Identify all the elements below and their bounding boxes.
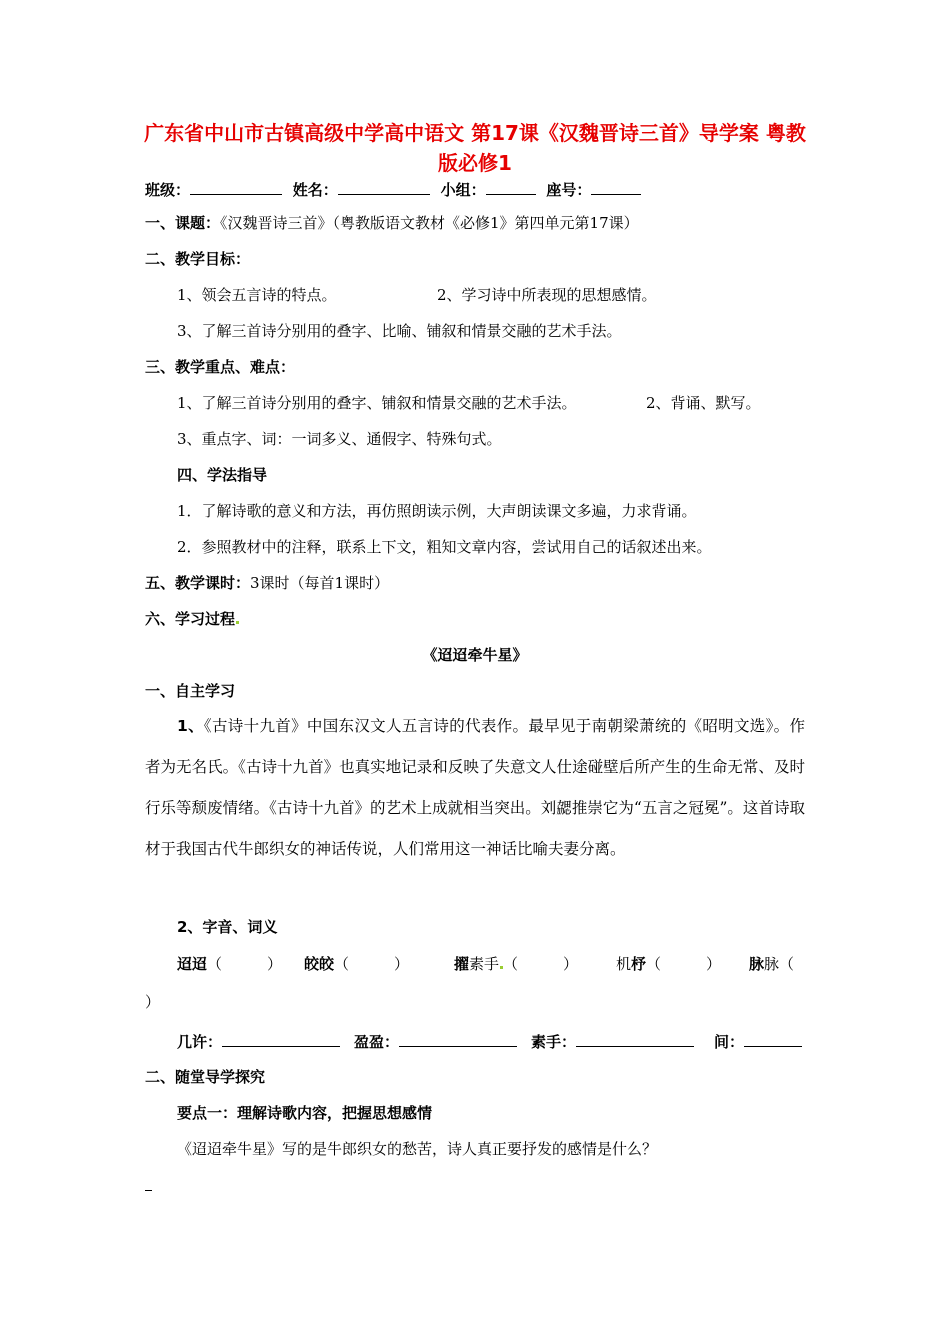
- answer-line: [399, 1031, 517, 1047]
- class-blank: [190, 179, 282, 195]
- question-text: 《迢迢牵牛星》写的是牛郎织女的愁苦，诗人真正要抒发的感情是什么？: [177, 1140, 658, 1158]
- dot-mark: [236, 621, 239, 624]
- name-label: 姓名：: [292, 181, 338, 199]
- meaning-item: [354, 1031, 517, 1052]
- word: 擢: [454, 955, 470, 973]
- pronunciation-item: [616, 953, 721, 974]
- poem-title: 《迢迢牵牛星》: [422, 646, 528, 664]
- word: 素手: [469, 955, 500, 973]
- word: 皎皎: [304, 955, 335, 973]
- objective-item: 3、了解三首诗分别用的叠字、比喻、铺叙和情景交融的艺术手法。: [177, 322, 622, 340]
- section-heading: 五、教学课时：: [145, 574, 251, 592]
- section-hours: [145, 573, 389, 593]
- answer-blank: （ ）: [334, 955, 410, 973]
- document-title: 广东省中山市古镇高级中学高中语文 第17课《汉魏晋诗三首》导学案 粤教版必修1: [144, 121, 806, 175]
- section-heading: 六、学习过程: [145, 610, 236, 628]
- group-label: 小组：: [440, 181, 486, 199]
- answer-blank: （ ）: [207, 955, 283, 973]
- section-heading: 二、随堂导学探究: [145, 1068, 266, 1086]
- section-heading: 一、课题：: [145, 214, 221, 232]
- section-heading: 三、教学重点、难点：: [145, 358, 296, 376]
- answer-line: [145, 1190, 152, 1191]
- pronunciation-item: [177, 953, 282, 974]
- paragraph-number: 1、: [177, 717, 204, 735]
- word: 迢迢: [177, 955, 208, 973]
- keypoint-item: 2、背诵、默写。: [646, 394, 761, 412]
- keypoint-item: 3、重点字、词：一词多义、通假字、特殊句式。: [177, 430, 502, 448]
- pronunciation-item: [454, 953, 578, 974]
- section-heading: 四、学法指导: [177, 466, 268, 484]
- keypoint-item: 1、了解三首诗分别用的叠字、铺叙和情景交融的艺术手法。: [177, 394, 577, 412]
- section-heading: 二、教学目标：: [145, 250, 251, 268]
- section-text: 《汉魏晋诗三首》（粤教版语文教材《必修1》第四单元第17课）: [220, 214, 639, 232]
- section-topic: [145, 213, 639, 233]
- student-info-line: [145, 179, 641, 200]
- word: 脉: [764, 955, 780, 973]
- closing-paren: ）: [145, 993, 161, 1011]
- objective-item: 1、领会五言诗的特点。: [177, 286, 337, 304]
- group-blank: [486, 179, 536, 195]
- answer-line: [576, 1031, 694, 1047]
- paragraph-text: 《古诗十九首》中国东汉文人五言诗的代表作。最早见于南朝梁萧统的《昭明文选》。作者为无名氏。《古诗十九首》也真实地记录和反映了失意文人仕途碰壁后所产生的生命无常、及时行乐等颓废情绪。《古诗十九首》的艺术上成就相当突出。刘勰推崇它为“五言之冠冕”。这首诗取材于我国古代牛郎织女的神话传说，人们常用这一神话比喻夫妻分离。: [145, 717, 805, 858]
- section-process: [145, 609, 239, 629]
- meaning-item: [714, 1031, 802, 1052]
- section-heading: 一、自主学习: [145, 682, 236, 700]
- section-heading: 2、字音、词义: [177, 918, 278, 936]
- seat-label: 座号：: [546, 181, 592, 199]
- method-item: 1．了解诗歌的意义和方法，再仿照朗读示例，大声朗读课文多遍，力求背诵。: [177, 502, 697, 520]
- intro-paragraph: [145, 706, 805, 870]
- word: 机: [616, 955, 632, 973]
- answer-line: [744, 1031, 802, 1047]
- meaning-item: [177, 1031, 340, 1052]
- word: 脉: [749, 955, 765, 973]
- word: 素手：: [531, 1033, 577, 1051]
- meaning-item: [531, 1031, 694, 1052]
- word: 间：: [714, 1033, 745, 1051]
- objective-item: 2、学习诗中所表现的思想感情。: [437, 286, 657, 304]
- pronunciation-item: [749, 953, 794, 974]
- key-point-heading: 要点一：理解诗歌内容，把握思想感情: [177, 1104, 433, 1122]
- seat-blank: [591, 179, 641, 195]
- word: 几许：: [177, 1033, 223, 1051]
- pronunciation-item: [304, 953, 409, 974]
- answer-blank: （ ）: [503, 955, 579, 973]
- word: 盈盈：: [354, 1033, 400, 1051]
- method-item: 2．参照教材中的注释，联系上下文，粗知文章内容，尝试用自己的话叙述出来。: [177, 538, 712, 556]
- section-text: 3课时（每首1课时）: [250, 574, 390, 592]
- name-blank: [338, 179, 430, 195]
- answer-line: [222, 1031, 340, 1047]
- class-label: 班级：: [145, 181, 191, 199]
- answer-blank: （ ）: [646, 955, 722, 973]
- word: 杼: [631, 955, 647, 973]
- answer-blank: （: [779, 955, 795, 973]
